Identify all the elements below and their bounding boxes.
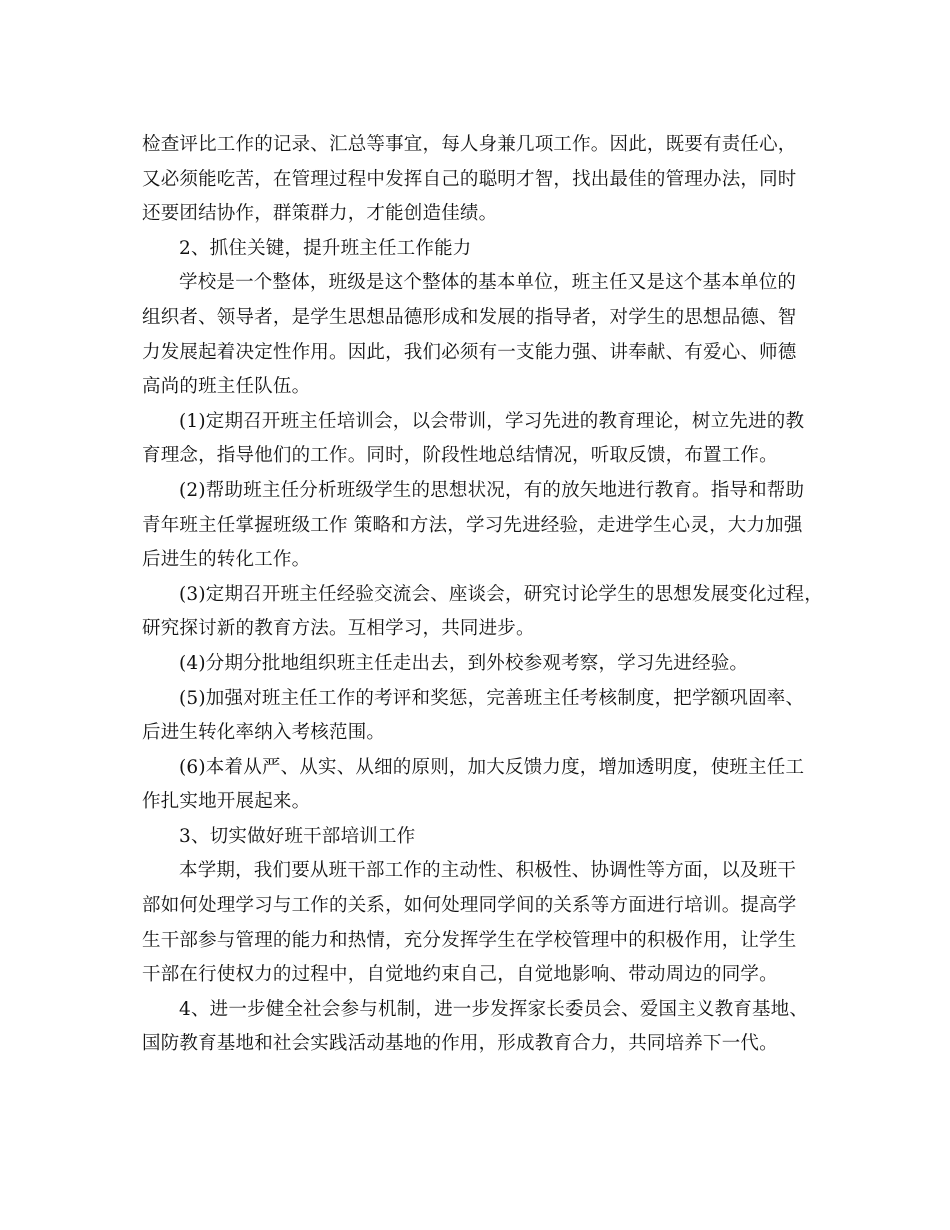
text-line: (2)帮助班主任分析班级学生的思想状况，有的放矢地进行教育。指导和帮助 [179,479,805,501]
text-line: 青年班主任掌握班级工作 策略和方法，学习先进经验，走进学生心灵，大力加强 [142,514,803,536]
text-line: (5)加强对班主任工作的考评和奖惩，完善班主任考核制度，把学额巩固率、 [179,687,805,709]
text-line: 学校是一个整体，班级是这个整体的基本单位，班主任又是这个基本单位的 [179,272,797,294]
text-line: 育理念，指导他们的工作。同时，阶段性地总结情况，听取反馈，布置工作。 [142,445,778,467]
text-line: 作扎实地开展起来。 [142,791,311,813]
text-line: 部如何处理学习与工作的关系，如何处理同学间的关系等方面进行培训。提高学 [142,895,797,917]
text-line: 干部在行使权力的过程中，自觉地约束自己，自觉地影响、带动周边的同学。 [142,964,778,986]
text-line: 又必须能吃苦，在管理过程中发挥自己的聪明才智，找出最佳的管理办法，同时 [142,168,797,190]
text-line: 还要团结协作，群策群力，才能创造佳绩。 [142,203,498,225]
text-line: 3、切实做好班干部培训工作 [179,825,416,847]
document-body [142,128,823,1062]
text-line: 本学期，我们要从班干部工作的主动性、积极性、协调性等方面，以及班干 [179,860,797,882]
text-line: 后进生的转化工作。 [142,549,311,571]
text-line: 国防教育基地和社会实践活动基地的作用，形成教育合力，共同培养下一代。 [142,1033,778,1055]
text-line: 4、进一步健全社会参与机制，进一步发挥家长委员会、爱国主义教育基地、 [179,998,809,1020]
text-line: 高尚的班主任队伍。 [142,376,311,398]
text-line: 组织者、领导者，是学生思想品德形成和发展的指导者，对学生的思想品德、智 [142,306,797,328]
text-line: (3)定期召开班主任经验交流会、座谈会，研究讨论学生的思想发展变化过程， [179,583,823,605]
text-line: 2、抓住关键，提升班主任工作能力 [179,237,472,259]
text-line: 力发展起着决定性作用。因此，我们必须有一支能力强、讲奉献、有爱心、师德 [142,341,797,363]
text-line: (6)本着从严、从实、从细的原则，加大反馈力度，增加透明度，使班主任工 [179,756,805,778]
text-line: 生干部参与管理的能力和热情，充分发挥学生在学校管理中的积极作用，让学生 [142,929,797,951]
text-line: 检查评比工作的记录、汇总等事宜，每人身兼几项工作。因此，既要有责任心， [142,134,797,155]
text-line: (1)定期召开班主任培训会，以会带训，学习先进的教育理论，树立先进的教 [179,410,805,432]
text-line: 后进生转化率纳入考核范围。 [142,722,386,744]
text-line: (4)分期分批地组织班主任走出去，到外校参观考察，学习先进经验。 [179,652,749,674]
text-line: 研究探讨新的教育方法。互相学习，共同进步。 [142,618,535,640]
